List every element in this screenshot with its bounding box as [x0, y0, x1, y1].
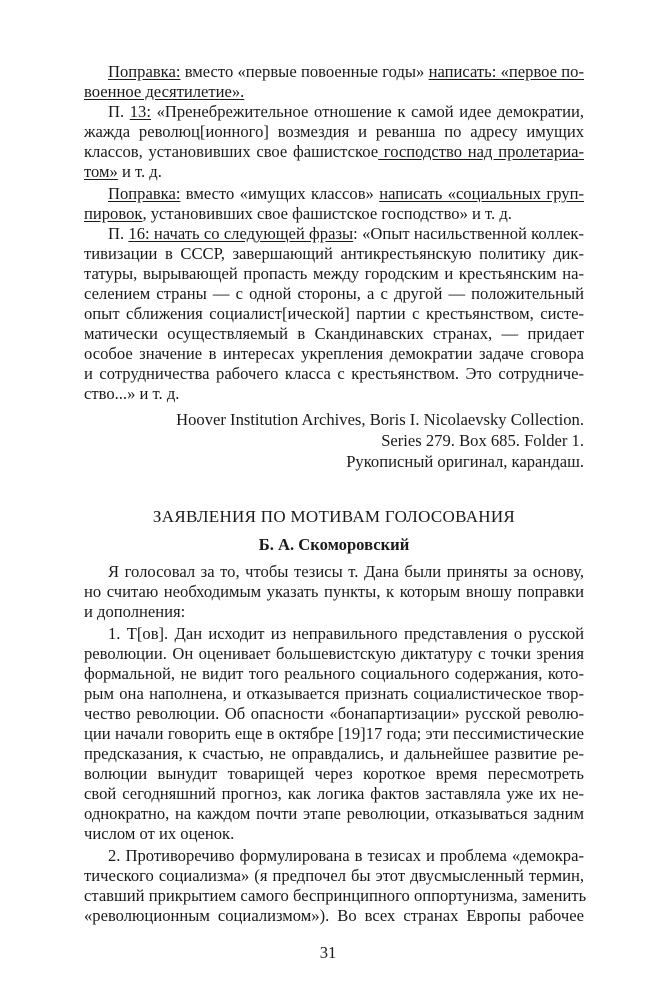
point-1-line-1: 1. Т[ов]. Дан исходит из неправильного представления о русской [108, 624, 584, 643]
text-span: , установивших свое фашистское господство» и т. д. [142, 204, 512, 223]
text-span: П. [108, 102, 130, 121]
point-16-line-9: ство...» и т. д. [84, 384, 180, 403]
point-1-line-4: рым она наполнена, и отказывается признать социалистическое твор- [84, 684, 584, 703]
point-2-line-4: «революционным социализмом»). Во всех странах Европы рабочее [84, 906, 584, 925]
amendment-label: Поправка: [108, 184, 181, 203]
point-16-line-5: опыт сближения социалист[ической] партии с крестьянством, систе- [84, 304, 584, 323]
amendment-label: Поправка: [108, 62, 181, 81]
text-span: П. [108, 224, 129, 243]
point-2-line-1: 2. Противоречиво формулирована в тезисах и проблема «демокра- [108, 846, 584, 865]
point-13-line-1 [84, 102, 584, 122]
point-1-line-5: чество революции. Об опасности «бонапартизации» русской револю- [84, 704, 584, 723]
text-span: вместо «первые повоенные годы» [180, 62, 429, 81]
point-1-line-8: волюции вынудит товарищей через короткое время пересмотреть [84, 764, 584, 783]
amendment-line-1 [84, 62, 584, 82]
point-1-line-10: однократно, на каждом почти этапе революции, отказываться задним [84, 804, 584, 823]
point-number: 13: [129, 102, 151, 121]
underlined-span: написать: «первое по- [428, 62, 584, 81]
point-13-line-3 [84, 142, 584, 162]
point-1-line-11: числом от их оценок. [84, 824, 235, 843]
point-16-line-1 [84, 224, 584, 244]
point-16-line-6: матически осуществляемый в Скандинавских странах, — придает [84, 324, 584, 343]
underlined-span: написать «социальных груп- [379, 184, 584, 203]
intro-line-2: но считаю необходимым указать пункты, к которым вношу поправки [84, 582, 584, 601]
point-16-line-2: тивизации в СССР, завершающий антикрестьянскую политику дик- [84, 244, 584, 263]
page-number: 31 [319, 943, 337, 962]
underlined-span: пировок [84, 204, 143, 223]
point-1-line-2: революции. Он оценивает большевистскую диктатуру с точки зрения [84, 644, 584, 663]
point-2-line-3: ставший прикрытием самого беспринципного оппортунизма, заменить [84, 886, 587, 905]
point-1-line-6: ции начали говорить еще в октябре [19]17 года; эти пессимистические [84, 724, 584, 743]
underlined-span: военное десятилетие». [84, 82, 245, 101]
intro-line-1: Я голосовал за то, чтобы тезисы т. Дана были приняты за основу, [108, 562, 584, 581]
point-16-line-8: и сотрудничества рабочего класса с крестьянством. Это сотрудниче- [84, 364, 584, 383]
point-13-line-2: жажда революц[ионного] возмездия и реванша по адресу имущих [84, 122, 584, 141]
text-span: : «Опыт насильственной коллек- [353, 224, 584, 243]
point-16-line-4: селением страны — с одной стороны, а с другой — положительный [84, 284, 584, 303]
point-2-line-2: тического социализма» (я предпочел бы этот двусмысленный термин, [84, 866, 584, 885]
amendment-line-2 [84, 82, 584, 102]
underlined-span: том» [84, 162, 118, 181]
text-span: вместо «имущих классов» [180, 184, 380, 203]
text-span: «Пренебрежительное отношение к самой идее демократии, [150, 102, 585, 121]
source-line-3: Рукописный оригинал, карандаш. [346, 452, 584, 471]
section-heading: ЗАЯВЛЕНИЯ ПО МОТИВАМ ГОЛОСОВАНИЯ [152, 507, 516, 526]
text-span: классов, установивших свое фашистское [84, 142, 379, 161]
point-13-line-4 [84, 162, 584, 182]
author-name: Б. А. Скоморовский [258, 535, 410, 554]
point-1-line-9: свой сегодняшний прогноз, как логика фактов заставляла уже их не- [84, 784, 584, 803]
source-line-1: Hoover Institution Archives, Boris I. Nicolaevsky Collection. [176, 410, 584, 429]
amendment-2-line-2 [84, 204, 584, 224]
amendment-2-line-1 [84, 184, 584, 204]
underlined-span: 16: начать со следующей фразы [128, 224, 354, 243]
point-1-line-7: предсказания, к счастью, не оправдались, и дальнейшее развитие ре- [84, 744, 584, 763]
point-16-line-7: особое значение в интересах укрепления демократии задаче сговора [84, 344, 584, 363]
point-1-line-3: формальной, не видит того реального социального содержания, кото- [84, 664, 584, 683]
underlined-span: господство над пролетариа- [378, 142, 584, 161]
intro-line-3: и дополнения: [84, 602, 186, 621]
text-span: и т. д. [117, 162, 162, 181]
point-16-line-3: татуры, вырывающей пропасть между городским и крестьянским на- [84, 264, 584, 283]
source-line-2: Series 279. Box 685. Folder 1. [381, 431, 584, 450]
